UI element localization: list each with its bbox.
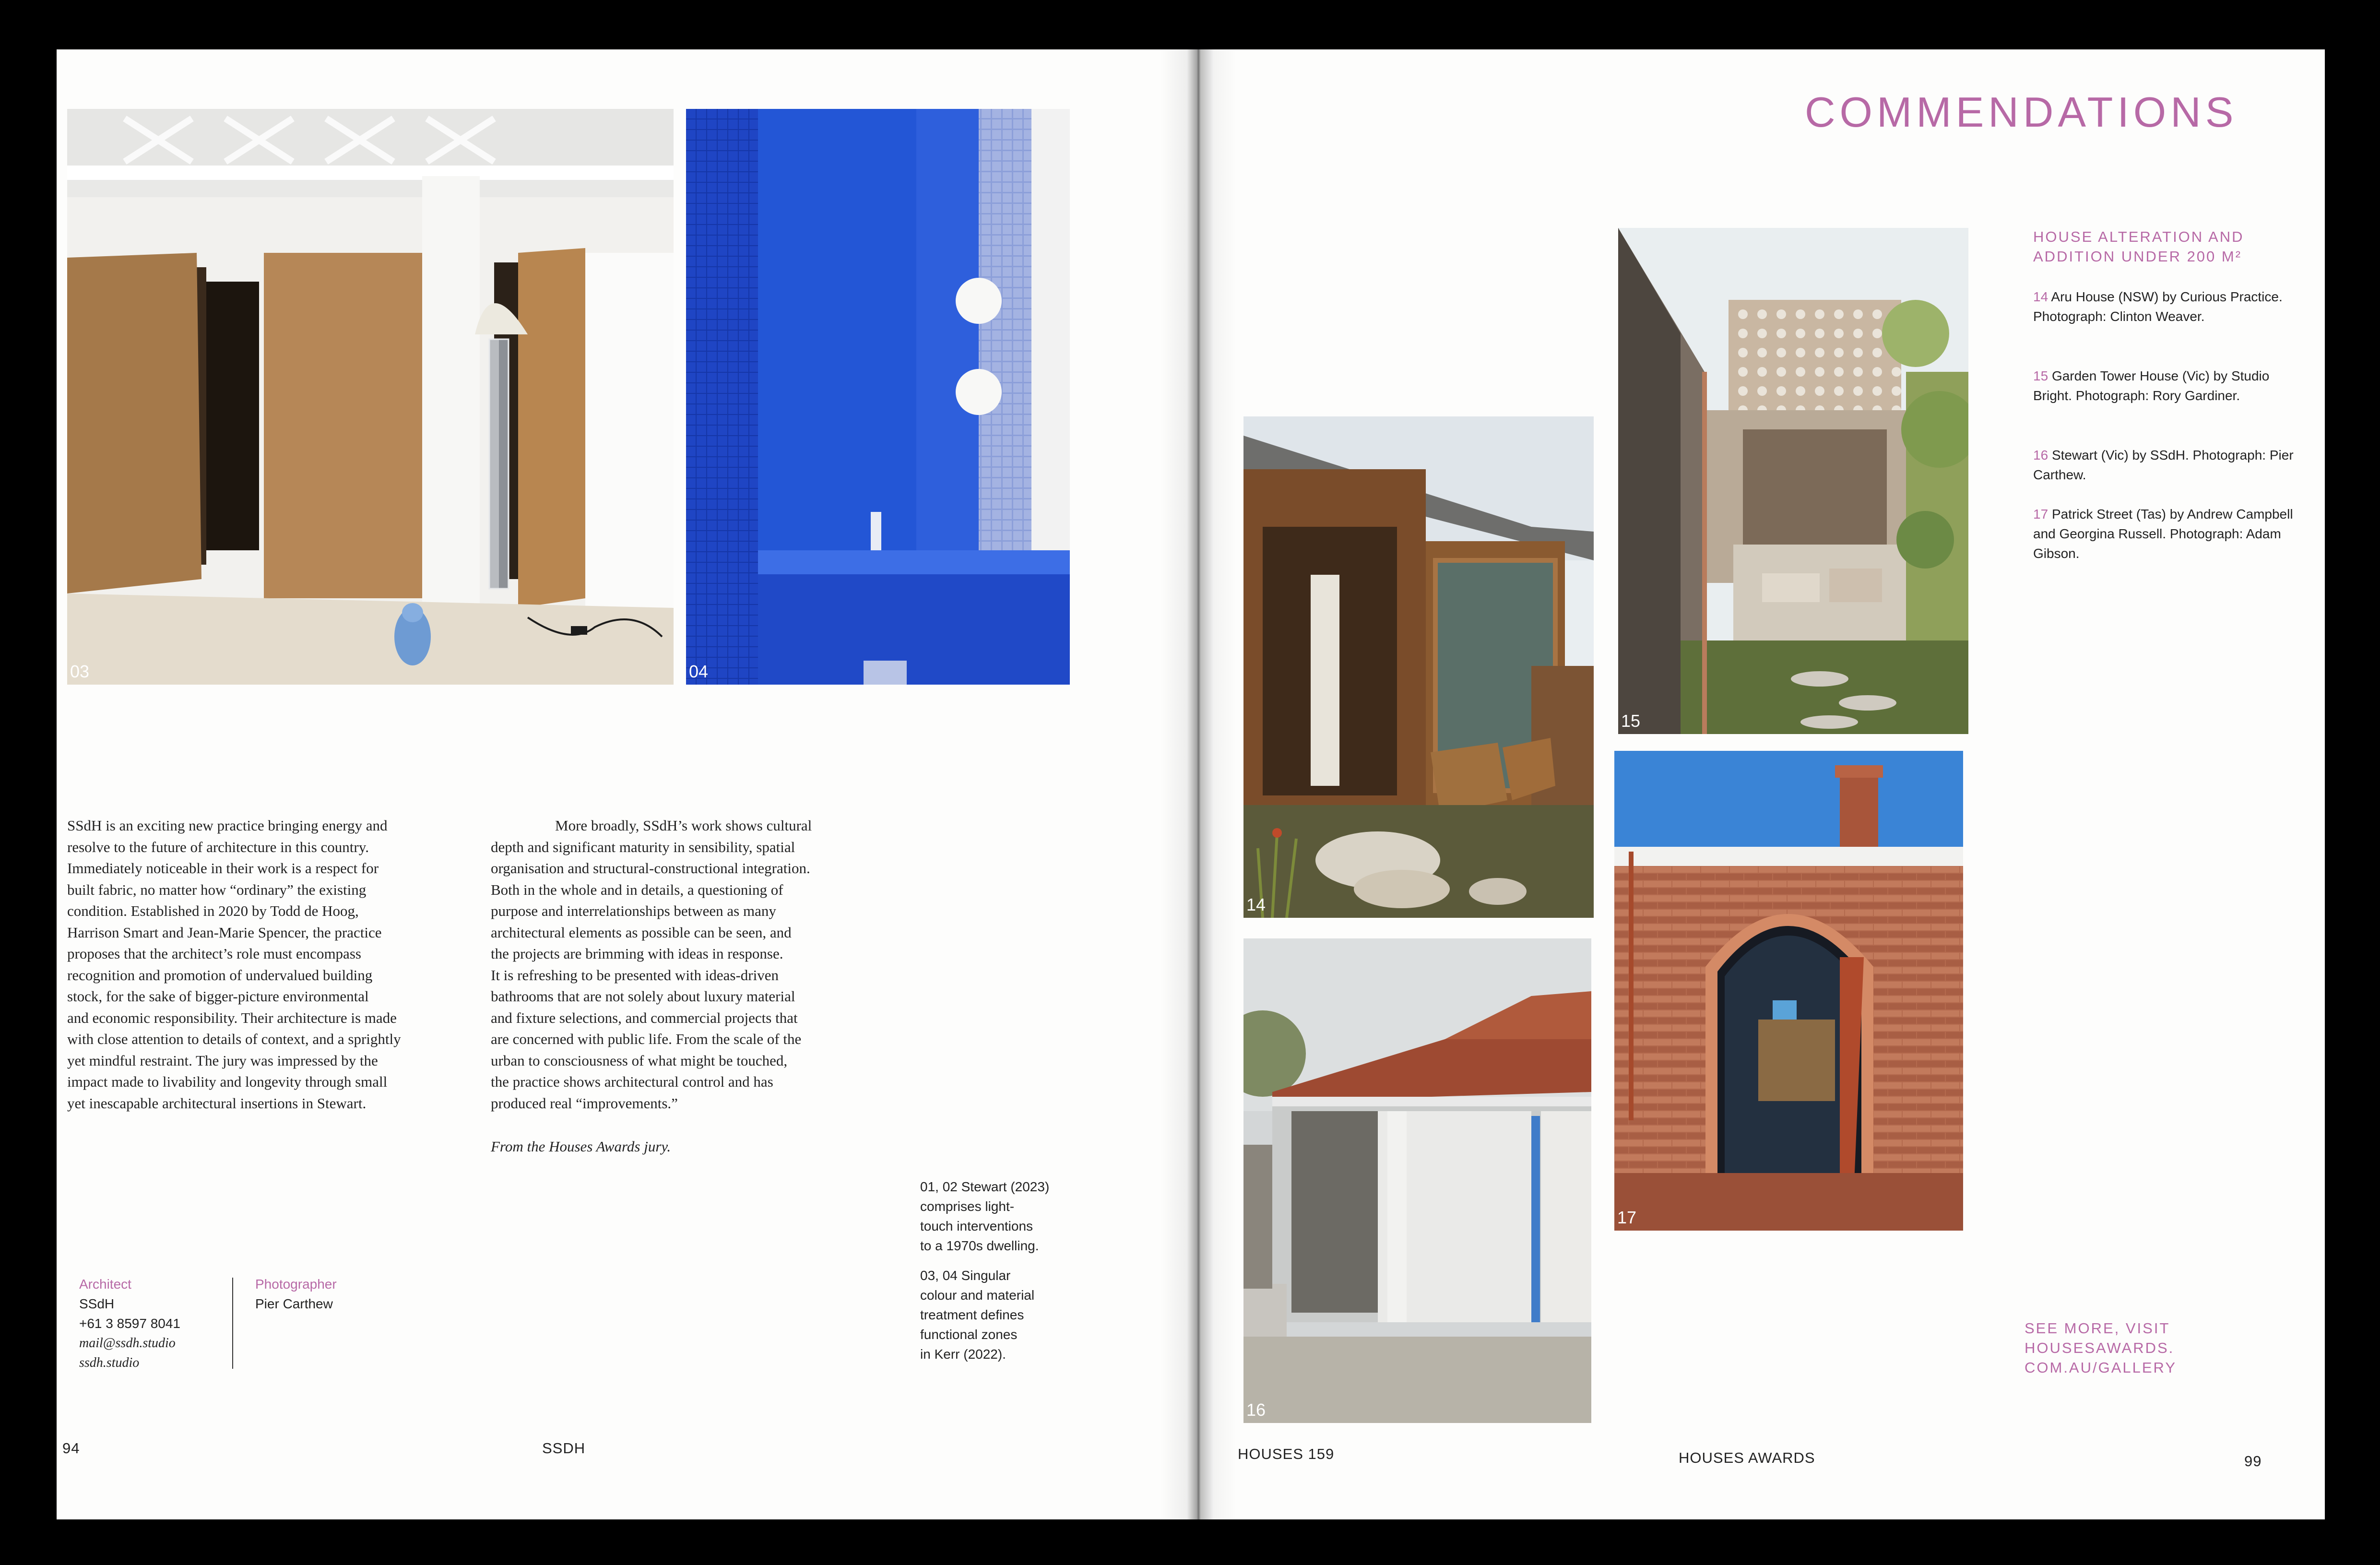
magazine-spread [57, 49, 2325, 1519]
caption-03-04: 03, 04 Singular colour and material treatment defines functional zones in Kerr (2022). [920, 1268, 1035, 1362]
architect-phone: +61 3 8597 8041 [79, 1316, 180, 1331]
commendation-entry [2033, 287, 2302, 326]
commendation-entry [2033, 445, 2302, 485]
page-gutter [1160, 49, 1237, 1519]
commendation-entry [2033, 504, 2302, 563]
photo-number: 04 [689, 662, 709, 681]
photo-16-stewart [1243, 938, 1591, 1423]
photo-number: 03 [70, 662, 90, 681]
architect-credit [79, 1274, 261, 1373]
folio-page-number: 94 [62, 1440, 80, 1457]
body-paragraph: More broadly, SSdH’s work shows cultural depth and significant maturity in sensibility, spatial organisation and structural-constructional integration. Both in the whole and in details, a questioning of purpose and interrelationships between as many architectural elements as possible can be seen, and the projects are brimming with ideas in response. It is refreshing to be presented with ideas-driven bathrooms that are not solely about luxury material and fixture selections, and commercial projects that are concerned with public life. From the scale of the urban to consciousness of what might be touched, the practice shows architectural control and has produced real “improvements.” [491, 817, 812, 1112]
entry-text: Aru House (NSW) by Curious Practice. Photograph: Clinton Weaver. [2033, 289, 2283, 324]
folio-issue: HOUSES 159 [1238, 1446, 1335, 1462]
entry-number: 17 [2033, 507, 2048, 522]
body-paragraph: SSdH is an exciting new practice bringing energy and resolve to the future of architecture in this country. Immediately noticeable in their work is a respect for built fabric, no matter how “ordinary” the existing condition. Established in 2020 by Todd de Hoog, Harrison Smart and Jean-Marie Spencer, the practice proposes that the architect’s role must encompass recognition and promotion of undervalued building stock, for the sake of bigger-picture environmental and economic responsibility. Their architecture is made with close attention to details of context, and a sprightly yet mindful restraint. The jury was impressed by the impact made to livability and longevity through small yet inescapable architectural insertions in Stewart. [67, 817, 401, 1112]
photographer-name: Pier Carthew [255, 1296, 333, 1311]
folio-section: SSDH [542, 1440, 586, 1457]
folio-page-number: 99 [2244, 1453, 2262, 1470]
body-text-column-2 [491, 815, 923, 1114]
award-category: HOUSE ALTERATION AND ADDITION UNDER 200 M² [2033, 228, 2244, 265]
photographer-label: Photographer [255, 1277, 337, 1292]
photographer-credit [255, 1274, 447, 1314]
folio-section: HOUSES AWARDS [1679, 1449, 1815, 1466]
body-text-column-1 [67, 815, 499, 1114]
see-more-link[interactable]: SEE MORE, VISIT HOUSESAWARDS. COM.AU/GALLERY [2025, 1320, 2177, 1376]
photo-number: 15 [1621, 711, 1641, 731]
photo-number: 17 [1617, 1208, 1637, 1227]
credit-divider [232, 1278, 233, 1369]
commendation-entry [2033, 366, 2302, 405]
page-heading: COMMENDATIONS [1805, 88, 2238, 136]
jury-note: From the Houses Awards jury. [491, 1138, 671, 1155]
architect-name: SSdH [79, 1296, 115, 1311]
architect-label: Architect [79, 1277, 131, 1292]
entry-number: 16 [2033, 448, 2048, 462]
photo-15-garden-tower-house [1618, 228, 1968, 734]
entry-number: 14 [2033, 289, 2048, 304]
entry-text: Stewart (Vic) by SSdH. Photograph: Pier Carthew. [2033, 448, 2294, 482]
entry-text: Garden Tower House (Vic) by Studio Bright. Photograph: Rory Gardiner. [2033, 368, 2270, 403]
entry-text: Patrick Street (Tas) by Andrew Campbell and Georgina Russell. Photograph: Adam Gibson. [2033, 507, 2293, 561]
caption-01-02: 01, 02 Stewart (2023) comprises light- touch interventions to a 1970s dwelling. [920, 1179, 1050, 1253]
entry-number: 15 [2033, 368, 2048, 383]
photo-04-bathroom [686, 109, 1070, 685]
architect-email: mail@ssdh.studio [79, 1336, 176, 1351]
photo-number: 16 [1246, 1400, 1266, 1420]
photo-number: 14 [1246, 895, 1266, 914]
photo-17-patrick-street [1614, 751, 1963, 1231]
photo-14-aru-house [1243, 416, 1594, 918]
architect-website: ssdh.studio [79, 1355, 140, 1370]
photo-03-interior [67, 109, 674, 685]
